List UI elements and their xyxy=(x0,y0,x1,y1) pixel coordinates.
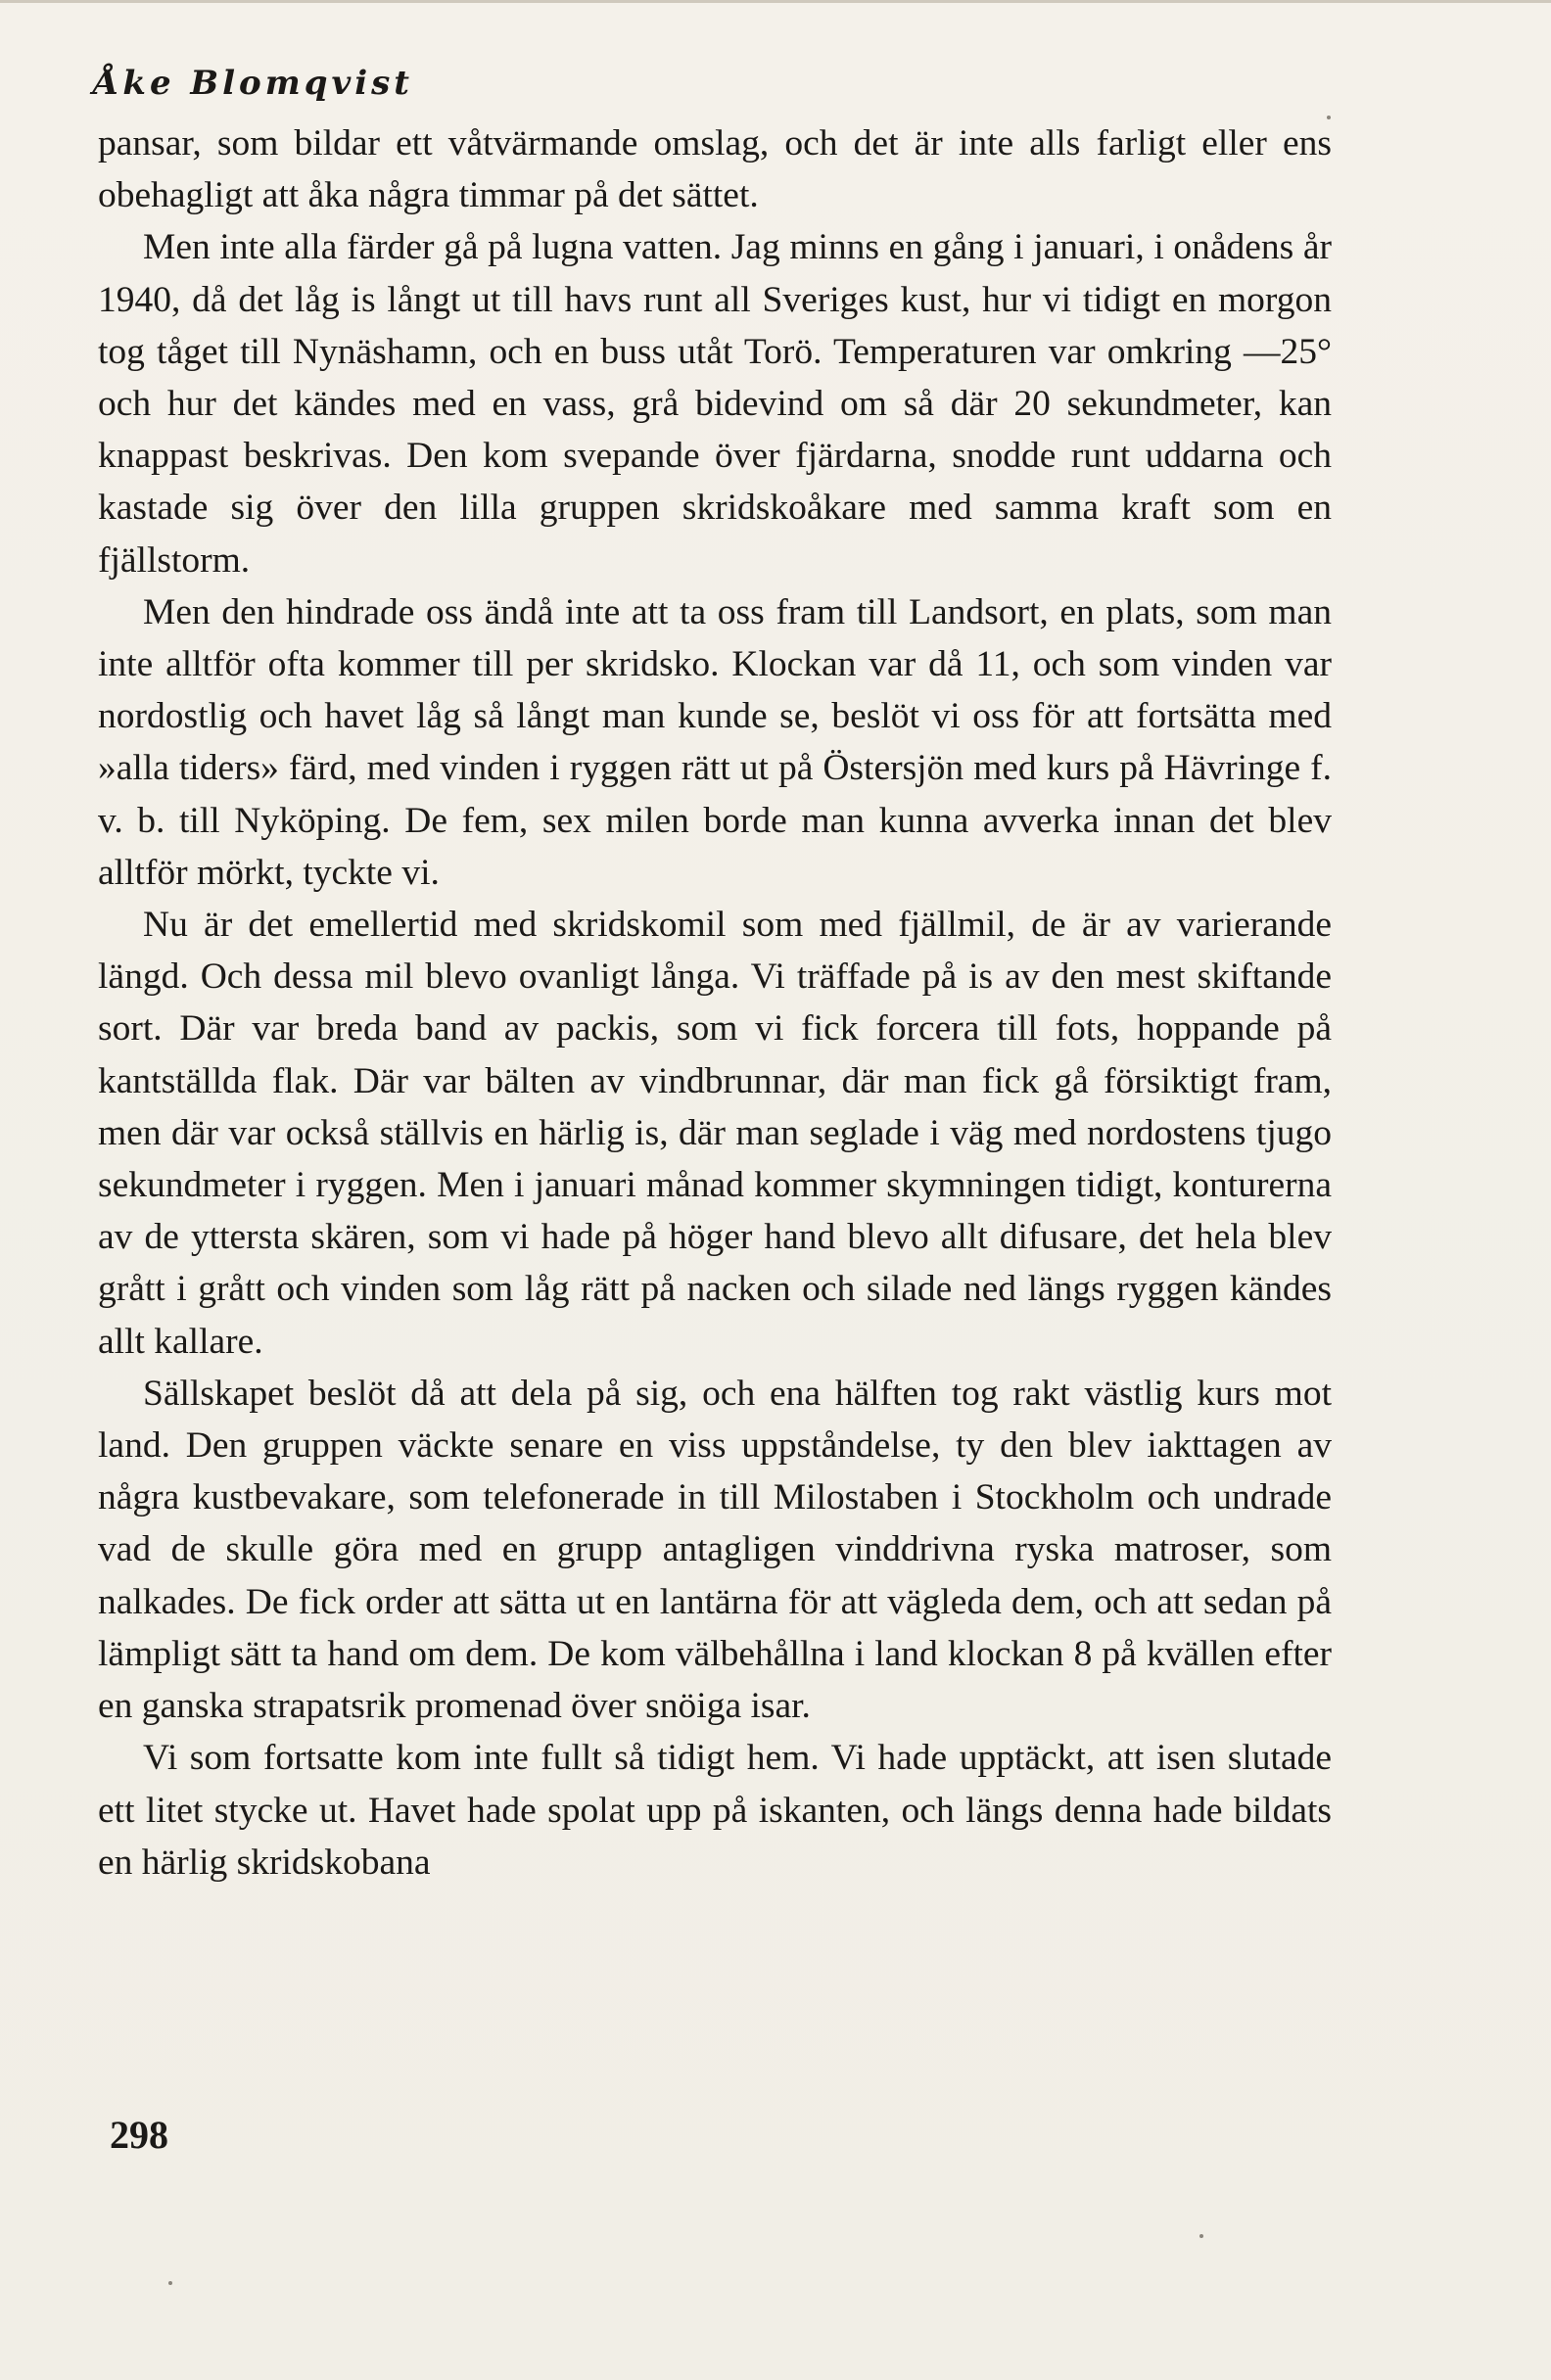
paragraph: pansar, som bildar ett våtvärmande omslag, och det är inte alls farligt eller ens obehagligt att åka några timmar på det sättet. xyxy=(98,123,1332,216)
body-text xyxy=(98,117,1332,1889)
paragraph: Vi som fortsatte kom inte fullt så tidigt hem. Vi hade upptäckt, att isen slutade ett litet stycke ut. Havet hade spolat upp på iskanten, och längs denna hade bildats en härlig skridskobana xyxy=(98,1738,1332,1883)
paragraph: Men den hindrade oss ändå inte att ta oss fram till Landsort, en plats, som man inte alltför ofta kommer till per skridsko. Klockan var då 11, och som vinden var nordostlig och havet låg så långt man kunde se, beslöt vi oss för att fortsätta med »alla tiders» färd, med vinden i ryggen rätt ut på Östersjön med kurs på Hävringe f. v. b. till Nyköping. De fem, sex milen borde man kunna avverka innan det blev alltför mörkt, tyckte vi. xyxy=(98,591,1332,893)
paragraph: Sällskapet beslöt då att dela på sig, och ena hälften tog rakt västlig kurs mot land. Den gruppen väckte senare en viss uppståndelse, ty den blev iakttagen av några kustbevakare, som telefonerade in till Milostaben i Stockholm och undrade vad de skulle göra med en grupp antagligen vinddrivna ryska matroser, som nalkades. De fick order att sätta ut en lantärna för att vägleda dem, och att sedan på lämpligt sätt ta hand om dem. De kom välbehållna i land klockan 8 på kvällen efter en ganska strapatsrik promenad över snöiga isar. xyxy=(98,1373,1332,1727)
paragraph: Men inte alla färder gå på lugna vatten. Jag minns en gång i januari, i onådens år 1940, då det låg is långt ut till havs runt all Sveriges kust, hur vi tidigt en morgon tog tåget till Nynäshamn, och en buss utåt Torö. Temperaturen var omkring —25° och hur det kändes med en vass, grå bidevind om så där 20 sekundmeter, kan knappast beskrivas. Den kom svepande över fjärdarna, snodde runt uddarna och kastade sig över den lilla gruppen skridskoåkare med samma kraft som en fjällstorm. xyxy=(98,227,1332,581)
paper-speck xyxy=(168,2281,172,2285)
paper-speck xyxy=(1199,2234,1203,2238)
paper-speck xyxy=(1327,116,1331,119)
running-head-author: Åke Blomqvist xyxy=(93,64,414,103)
page-top-edge xyxy=(0,0,1551,3)
page-number: 298 xyxy=(110,2113,168,2157)
paragraph: Nu är det emellertid med skridskomil som med fjällmil, de är av varierande längd. Och dessa mil blevo ovanligt långa. Vi träffade på is av den mest skiftande sort. Där var breda band av packis, som vi fick forcera till fots, hoppande på kantställda flak. Där var bälten av vindbrunnar, där man fick gå försiktigt fram, men där var också ställvis en härlig is, där man seglade i väg med nordostens tjugo sekundmeter i ryggen. Men i januari månad kommer skymningen tidigt, konturerna av de yttersta skären, som vi hade på höger hand blevo allt difusare, det hela blev grått i grått och vinden som låg rätt på nacken och silade ned längs ryggen kändes allt kallare. xyxy=(98,905,1332,1362)
